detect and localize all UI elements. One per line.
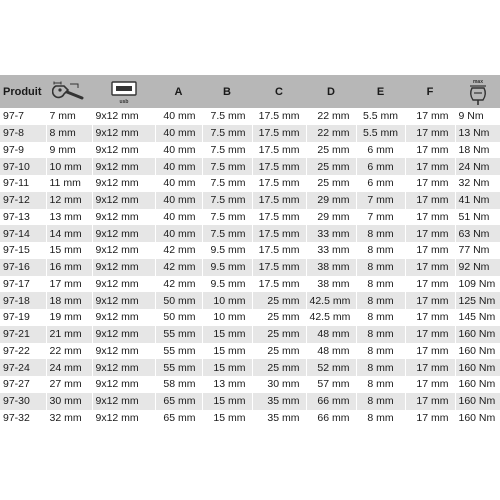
cell-dim-c: 25 mm: [252, 309, 306, 326]
cell-dim-b: 7.5 mm: [202, 108, 252, 125]
cell-dim-b: 10 mm: [202, 292, 252, 309]
cell-dim-f: 17 mm: [405, 225, 455, 242]
cell-torque: 160 Nm: [455, 326, 500, 343]
cell-dim-b: 15 mm: [202, 410, 252, 427]
cell-dim-a: 40 mm: [155, 158, 202, 175]
cell-dim-b: 9.5 mm: [202, 259, 252, 276]
cell-product-code: 97-24: [3, 361, 30, 374]
cell-dim-c: 17.5 mm: [252, 209, 306, 226]
square-drive-usb-icon: [107, 79, 141, 105]
cell-dim-b: 10 mm: [202, 309, 252, 326]
cell-dim-e: 8 mm: [356, 376, 405, 393]
cell-product-code: 97-9: [3, 143, 25, 156]
cell-dim-b: 7.5 mm: [202, 158, 252, 175]
cell-dim-a: 50 mm: [155, 309, 202, 326]
cell-dim-f: 17 mm: [405, 343, 455, 360]
cell-size: 16 mm: [46, 259, 92, 276]
cell-drive: 9x12 mm: [92, 359, 155, 376]
header-product: Produit: [3, 85, 42, 98]
cell-dim-b: 7.5 mm: [202, 192, 252, 209]
cell-torque: 109 Nm: [455, 276, 500, 293]
cell-size: 30 mm: [46, 393, 92, 410]
cell-size: 8 mm: [46, 125, 92, 142]
cell-dim-a: 55 mm: [155, 343, 202, 360]
cell-product-code: 97-21: [3, 328, 30, 341]
cell-drive: 9x12 mm: [92, 175, 155, 192]
cell-product-code: 97-13: [3, 210, 30, 223]
cell-product-code: 97-10: [3, 160, 30, 173]
cell-size: 7 mm: [46, 108, 92, 125]
cell-size: 15 mm: [46, 242, 92, 259]
torque-label: max: [472, 78, 483, 85]
cell-product-code: 97-18: [3, 294, 30, 307]
cell-torque: 125 Nm: [455, 292, 500, 309]
cell-drive: 9x12 mm: [92, 158, 155, 175]
cell-dim-a: 40 mm: [155, 192, 202, 209]
cell-dim-f: 17 mm: [405, 158, 455, 175]
table-row: [0, 410, 500, 427]
cell-dim-b: 7.5 mm: [202, 225, 252, 242]
cell-drive: 9x12 mm: [92, 309, 155, 326]
cell-product-code: 97-11: [3, 177, 30, 190]
spec-table: [0, 75, 500, 426]
cell-product-code: 97-17: [3, 277, 30, 290]
cell-dim-a: 40 mm: [155, 142, 202, 159]
cell-dim-a: 40 mm: [155, 125, 202, 142]
cell-dim-a: 42 mm: [155, 259, 202, 276]
cell-dim-f: 17 mm: [405, 410, 455, 427]
cell-torque: 160 Nm: [455, 376, 500, 393]
cell-dim-b: 15 mm: [202, 393, 252, 410]
cell-size: 9 mm: [46, 142, 92, 159]
table-row: [0, 276, 500, 293]
cell-dim-e: 8 mm: [356, 276, 405, 293]
cell-dim-b: 15 mm: [202, 343, 252, 360]
cell-torque: 160 Nm: [455, 343, 500, 360]
cell-dim-c: 25 mm: [252, 292, 306, 309]
cell-dim-f: 17 mm: [405, 125, 455, 142]
cell-dim-f: 17 mm: [405, 192, 455, 209]
cell-drive: 9x12 mm: [92, 393, 155, 410]
cell-drive: 9x12 mm: [92, 209, 155, 226]
cell-product-code: 97-16: [3, 261, 30, 274]
table-row: [0, 326, 500, 343]
header-col-f: F: [426, 85, 434, 98]
table-header-row: [0, 75, 500, 108]
cell-torque: 160 Nm: [455, 410, 500, 427]
cell-drive: 9x12 mm: [92, 192, 155, 209]
torque-wrench-max-icon: [463, 77, 493, 107]
cell-dim-a: 40 mm: [155, 225, 202, 242]
cell-dim-e: 8 mm: [356, 393, 405, 410]
cell-dim-b: 13 mm: [202, 376, 252, 393]
table-row: [0, 175, 500, 192]
cell-dim-e: 6 mm: [356, 142, 405, 159]
header-col-b: B: [223, 85, 231, 98]
cell-dim-f: 17 mm: [405, 326, 455, 343]
table-row: [0, 158, 500, 175]
cell-dim-f: 17 mm: [405, 209, 455, 226]
cell-dim-e: 8 mm: [356, 343, 405, 360]
cell-dim-d: 25 mm: [306, 142, 356, 159]
cell-dim-e: 8 mm: [356, 410, 405, 427]
cell-dim-c: 17.5 mm: [252, 225, 306, 242]
cell-drive: 9x12 mm: [92, 343, 155, 360]
cell-dim-f: 17 mm: [405, 108, 455, 125]
cell-size: 32 mm: [46, 410, 92, 427]
cell-product-code: 97-27: [3, 378, 30, 391]
cell-torque: 24 Nm: [455, 158, 500, 175]
cell-dim-d: 42.5 mm: [306, 309, 356, 326]
cell-product-code: 97-8: [3, 127, 25, 140]
open-end-wrench-icon: [52, 80, 86, 104]
cell-torque: 18 Nm: [455, 142, 500, 159]
cell-drive: 9x12 mm: [92, 259, 155, 276]
header-col-a: A: [174, 85, 183, 98]
table-row: [0, 225, 500, 242]
cell-dim-d: 48 mm: [306, 326, 356, 343]
cell-torque: 41 Nm: [455, 192, 500, 209]
cell-size: 19 mm: [46, 309, 92, 326]
cell-size: 12 mm: [46, 192, 92, 209]
cell-drive: 9x12 mm: [92, 292, 155, 309]
table-body: [0, 108, 500, 426]
cell-dim-c: 17.5 mm: [252, 108, 306, 125]
cell-drive: 9x12 mm: [92, 108, 155, 125]
cell-dim-f: 17 mm: [405, 142, 455, 159]
cell-dim-f: 17 mm: [405, 359, 455, 376]
cell-dim-f: 17 mm: [405, 276, 455, 293]
cell-dim-c: 30 mm: [252, 376, 306, 393]
cell-dim-f: 17 mm: [405, 259, 455, 276]
cell-dim-d: 38 mm: [306, 259, 356, 276]
cell-dim-f: 17 mm: [405, 393, 455, 410]
header-col-e: E: [376, 85, 385, 98]
cell-size: 10 mm: [46, 158, 92, 175]
table-row: [0, 259, 500, 276]
cell-torque: 9 Nm: [455, 108, 500, 125]
cell-dim-e: 8 mm: [356, 242, 405, 259]
cell-dim-a: 65 mm: [155, 393, 202, 410]
cell-dim-a: 40 mm: [155, 108, 202, 125]
header-torque: [455, 75, 500, 108]
header-drive: [92, 75, 155, 108]
cell-torque: 63 Nm: [455, 225, 500, 242]
cell-dim-c: 17.5 mm: [252, 242, 306, 259]
cell-dim-d: 66 mm: [306, 393, 356, 410]
cell-dim-d: 22 mm: [306, 108, 356, 125]
cell-product-code: 97-7: [3, 110, 25, 123]
cell-dim-d: 66 mm: [306, 410, 356, 427]
cell-dim-b: 7.5 mm: [202, 175, 252, 192]
cell-size: 11 mm: [46, 175, 92, 192]
cell-dim-d: 48 mm: [306, 343, 356, 360]
table-row: [0, 192, 500, 209]
cell-size: 14 mm: [46, 225, 92, 242]
table-row: [0, 125, 500, 142]
cell-torque: 160 Nm: [455, 393, 500, 410]
cell-dim-a: 55 mm: [155, 326, 202, 343]
table-row: [0, 343, 500, 360]
cell-torque: 145 Nm: [455, 309, 500, 326]
cell-size: 13 mm: [46, 209, 92, 226]
usb-label: usb: [119, 98, 128, 105]
cell-dim-e: 5.5 mm: [356, 108, 405, 125]
cell-dim-c: 17.5 mm: [252, 259, 306, 276]
cell-product-code: 97-19: [3, 311, 30, 324]
cell-drive: 9x12 mm: [92, 410, 155, 427]
cell-dim-d: 33 mm: [306, 225, 356, 242]
cell-dim-d: 42.5 mm: [306, 292, 356, 309]
cell-product-code: 97-32: [3, 411, 30, 424]
cell-torque: 77 Nm: [455, 242, 500, 259]
cell-dim-e: 8 mm: [356, 292, 405, 309]
cell-dim-a: 65 mm: [155, 410, 202, 427]
cell-product-code: 97-22: [3, 344, 30, 357]
cell-dim-b: 9.5 mm: [202, 276, 252, 293]
cell-size: 17 mm: [46, 276, 92, 293]
cell-drive: 9x12 mm: [92, 142, 155, 159]
cell-dim-d: 38 mm: [306, 276, 356, 293]
cell-dim-b: 15 mm: [202, 326, 252, 343]
table-row: [0, 376, 500, 393]
table-row: [0, 359, 500, 376]
cell-size: 18 mm: [46, 292, 92, 309]
cell-drive: 9x12 mm: [92, 376, 155, 393]
cell-size: 22 mm: [46, 343, 92, 360]
cell-size: 24 mm: [46, 359, 92, 376]
cell-product-code: 97-30: [3, 395, 30, 408]
cell-dim-e: 8 mm: [356, 326, 405, 343]
cell-dim-c: 25 mm: [252, 359, 306, 376]
cell-dim-e: 8 mm: [356, 259, 405, 276]
cell-dim-f: 17 mm: [405, 376, 455, 393]
cell-dim-c: 17.5 mm: [252, 142, 306, 159]
cell-drive: 9x12 mm: [92, 242, 155, 259]
cell-dim-c: 35 mm: [252, 393, 306, 410]
cell-dim-a: 40 mm: [155, 175, 202, 192]
cell-dim-d: 22 mm: [306, 125, 356, 142]
cell-dim-a: 40 mm: [155, 209, 202, 226]
cell-dim-d: 52 mm: [306, 359, 356, 376]
cell-dim-f: 17 mm: [405, 292, 455, 309]
cell-dim-e: 5.5 mm: [356, 125, 405, 142]
cell-torque: 92 Nm: [455, 259, 500, 276]
cell-dim-a: 42 mm: [155, 276, 202, 293]
cell-drive: 9x12 mm: [92, 125, 155, 142]
cell-product-code: 97-12: [3, 194, 30, 207]
cell-dim-e: 8 mm: [356, 359, 405, 376]
cell-size: 27 mm: [46, 376, 92, 393]
cell-dim-e: 6 mm: [356, 158, 405, 175]
cell-dim-a: 50 mm: [155, 292, 202, 309]
cell-dim-e: 7 mm: [356, 192, 405, 209]
cell-dim-d: 57 mm: [306, 376, 356, 393]
cell-drive: 9x12 mm: [92, 225, 155, 242]
table-row: [0, 309, 500, 326]
cell-size: 21 mm: [46, 326, 92, 343]
table-row: [0, 209, 500, 226]
cell-dim-d: 25 mm: [306, 175, 356, 192]
cell-torque: 32 Nm: [455, 175, 500, 192]
cell-product-code: 97-15: [3, 244, 30, 257]
cell-dim-f: 17 mm: [405, 242, 455, 259]
table-row: [0, 108, 500, 125]
header-col-d: D: [327, 85, 335, 98]
cell-dim-e: 7 mm: [356, 209, 405, 226]
cell-dim-a: 58 mm: [155, 376, 202, 393]
cell-dim-c: 17.5 mm: [252, 276, 306, 293]
table-row: [0, 393, 500, 410]
cell-dim-d: 33 mm: [306, 242, 356, 259]
header-col-c: C: [275, 85, 283, 98]
cell-dim-b: 7.5 mm: [202, 125, 252, 142]
cell-drive: 9x12 mm: [92, 276, 155, 293]
cell-dim-e: 6 mm: [356, 175, 405, 192]
cell-dim-c: 17.5 mm: [252, 175, 306, 192]
table-row: [0, 242, 500, 259]
cell-torque: 51 Nm: [455, 209, 500, 226]
cell-dim-e: 8 mm: [356, 225, 405, 242]
cell-dim-d: 29 mm: [306, 192, 356, 209]
cell-dim-a: 42 mm: [155, 242, 202, 259]
cell-product-code: 97-14: [3, 227, 30, 240]
cell-dim-c: 35 mm: [252, 410, 306, 427]
cell-dim-c: 25 mm: [252, 326, 306, 343]
cell-dim-f: 17 mm: [405, 175, 455, 192]
cell-dim-b: 7.5 mm: [202, 209, 252, 226]
cell-dim-c: 17.5 mm: [252, 125, 306, 142]
cell-dim-c: 17.5 mm: [252, 192, 306, 209]
cell-dim-d: 29 mm: [306, 209, 356, 226]
cell-dim-b: 15 mm: [202, 359, 252, 376]
cell-dim-f: 17 mm: [405, 309, 455, 326]
table-row: [0, 142, 500, 159]
cell-drive: 9x12 mm: [92, 326, 155, 343]
cell-dim-b: 9.5 mm: [202, 242, 252, 259]
cell-torque: 13 Nm: [455, 125, 500, 142]
cell-dim-c: 25 mm: [252, 343, 306, 360]
table-row: [0, 292, 500, 309]
cell-dim-d: 25 mm: [306, 158, 356, 175]
cell-dim-c: 17.5 mm: [252, 158, 306, 175]
cell-dim-e: 8 mm: [356, 309, 405, 326]
header-size: [46, 75, 92, 108]
cell-torque: 160 Nm: [455, 359, 500, 376]
cell-dim-a: 55 mm: [155, 359, 202, 376]
cell-dim-b: 7.5 mm: [202, 142, 252, 159]
